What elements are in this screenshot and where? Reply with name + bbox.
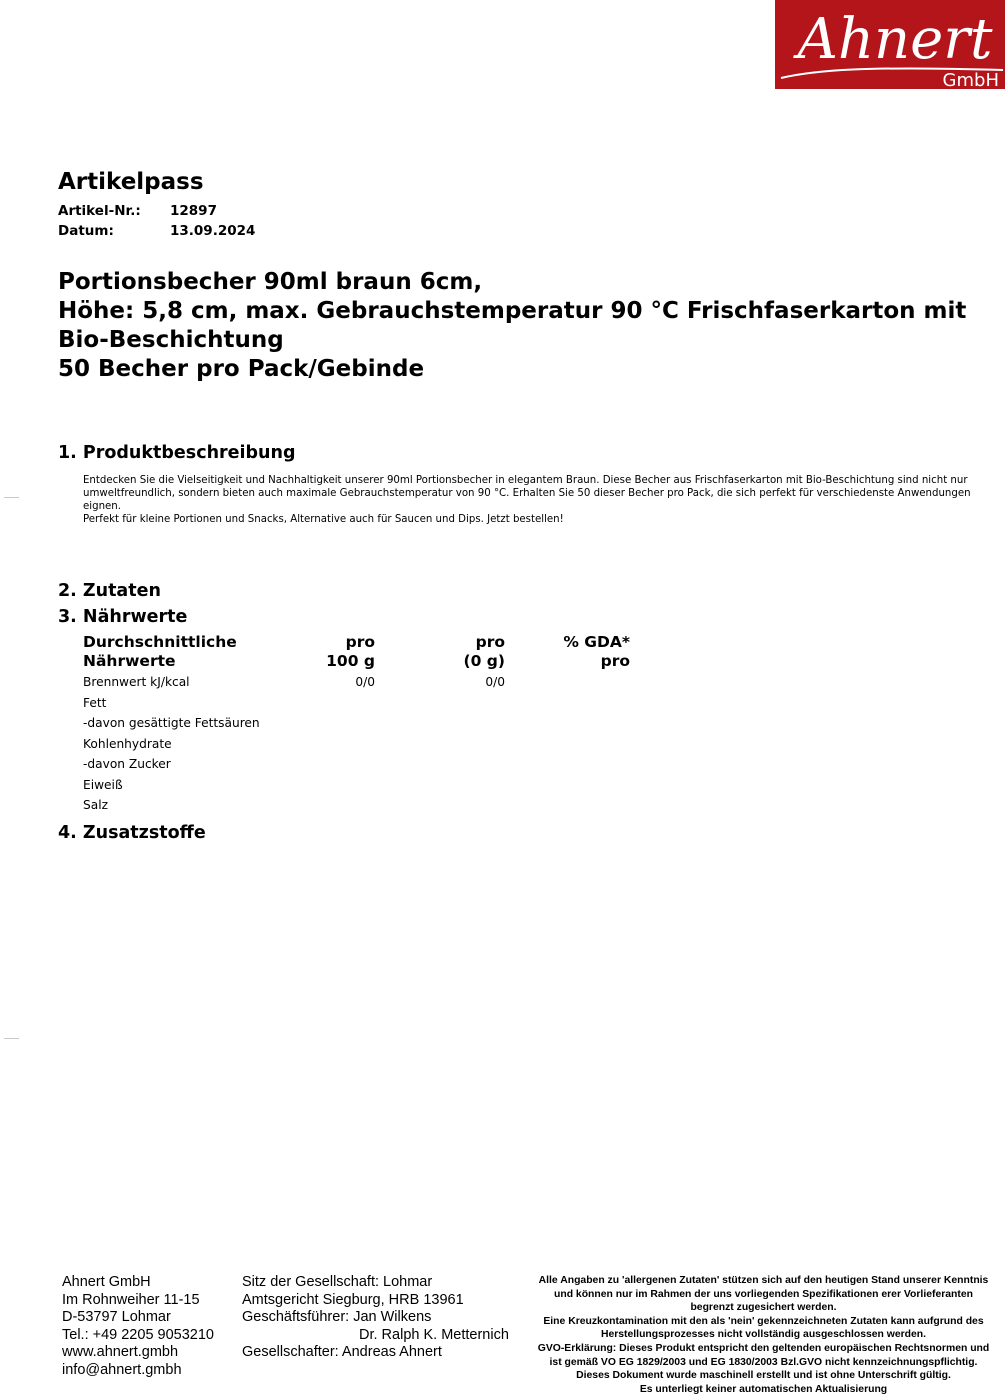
description-line: Entdecken Sie die Vielseitigkeit und Nachhaltigkeit unserer 90ml Portionsbecher in elegantem Braun. Diese Becher aus Frischfaserkarton mit Bio-Beschichtung sind nicht nur [83,475,968,486]
nutrition-row-label: Eiweiß [83,778,123,792]
date-value: 13.09.2024 [170,223,256,239]
company-logo [775,0,1005,89]
nutrition-header-label: Durchschnittliche Nährwerte [83,633,237,670]
section-heading-ingredients: 2. Zutaten [58,581,161,601]
description-line: umweltfreundlich, sondern bieten auch maximale Gebrauchstemperatur von 90 °C. Erhalten Sie 50 dieser Becher pro Pack, die sich perfekt für verschiedenste Anwendungen eignen. [83,488,971,512]
company-phone: Tel.: +49 2205 9053210 [62,1326,214,1343]
nutrition-row-per100: 0/0 [355,675,375,689]
disclaimer-line: GVO-Erklärung: Dieses Produkt entspricht den geltenden europäischen Rechtsnormen und [537,1342,990,1354]
disclaimer-line: Es unterliegt keiner automatischen Aktualisierung [639,1383,888,1395]
disclaimer-line: Herstellungsprozesses nicht vollständig ausgeschlossen werden. [600,1329,927,1341]
article-number-label: Artikel-Nr.: [58,203,141,219]
legal-court: Amtsgericht Siegburg, HRB 13961 [242,1291,464,1308]
logo-suffix: GmbH [942,70,999,89]
legal-managing-director: Geschäftsführer: Jan Wilkens [242,1309,432,1325]
nutrition-header-per-portion: pro (0 g) [463,633,505,670]
fold-mark [4,1038,19,1039]
logo-graphic [775,0,1005,89]
disclaimer-line: Alle Angaben zu 'allergenen Zutaten' stützen sich auf den heutigen Stand unserer Kenntnis [538,1275,989,1286]
logo-wordmark: Ahnert [797,7,993,72]
nutrition-header-gda: % GDA* pro [563,633,630,670]
section-heading-nutrition: 3. Nährwerte [58,607,188,627]
legal-managing-director-2: Dr. Ralph K. Metternich [359,1326,509,1343]
section-heading-description: 1. Produktbeschreibung [58,443,296,463]
footer-company-address [62,1274,214,1379]
nutrition-row-per-portion: 0/0 [485,675,505,689]
product-title-line: Portionsbecher 90ml braun 6cm, [58,269,483,295]
date-label: Datum: [58,223,114,239]
nutrition-row-label: Kohlenhydrate [83,737,172,751]
description-line: Perfekt für kleine Portionen und Snacks, Alternative auch für Saucen und Dips. Jetzt bestellen! [83,514,564,525]
nutrition-row-label: Brennwert kJ/kcal [83,675,190,689]
nutrition-row-label: Salz [83,798,108,812]
article-number-row [58,202,217,220]
nutrition-header-per100: pro 100 g [326,633,375,670]
legal-shareholder: Gesellschafter: Andreas Ahnert [242,1344,442,1360]
company-city: D-53797 Lohmar [62,1309,171,1325]
disclaimer-line: ist gemäß VO EG 1829/2003 und EG 1830/2003 Bzl.GVO nicht kennzeichnungspflichtig. [549,1356,978,1368]
section-heading-additives: 4. Zusatzstoffe [58,823,206,843]
product-description [83,474,983,526]
disclaimer-line: Eine Kreuzkontamination mit den als 'nein' gekennzeichneten Zutaten kann aufgrund des [543,1315,984,1327]
fold-mark [4,497,19,498]
company-street: Im Rohnweiher 11-15 [62,1291,200,1308]
nutrition-row-label: -davon gesättigte Fettsäuren [83,716,260,730]
product-title [58,268,988,384]
date-row [58,222,255,240]
product-title-line: Bio-Beschichtung [58,327,284,353]
product-title-line: 50 Becher pro Pack/Gebinde [58,356,425,382]
product-title-line: Höhe: 5,8 cm, max. Gebrauchstemperatur 90 °C Frischfaserkarton mit [58,298,967,324]
company-name: Ahnert GmbH [62,1274,151,1290]
footer-legal-info [242,1274,512,1362]
document-title: Artikelpass [58,169,204,195]
footer-disclaimer [520,1274,1005,1396]
company-website-link[interactable]: www.ahnert.gmbh [62,1344,179,1360]
article-number-value: 12897 [170,203,217,219]
nutrition-row-label: -davon Zucker [83,757,171,771]
disclaimer-line: Dieses Dokument wurde maschinell erstellt und ist ohne Unterschrift gültig. [576,1370,951,1382]
disclaimer-line: begrenzt zugesichert werden. [690,1302,837,1314]
company-email-link[interactable]: info@ahnert.gmbh [62,1361,182,1378]
nutrition-row-label: Fett [83,696,107,710]
legal-seat: Sitz der Gesellschaft: Lohmar [242,1274,433,1290]
disclaimer-line: und können nur im Rahmen der uns vorliegenden Spezifikationen erer Vorlieferanten [554,1288,973,1300]
